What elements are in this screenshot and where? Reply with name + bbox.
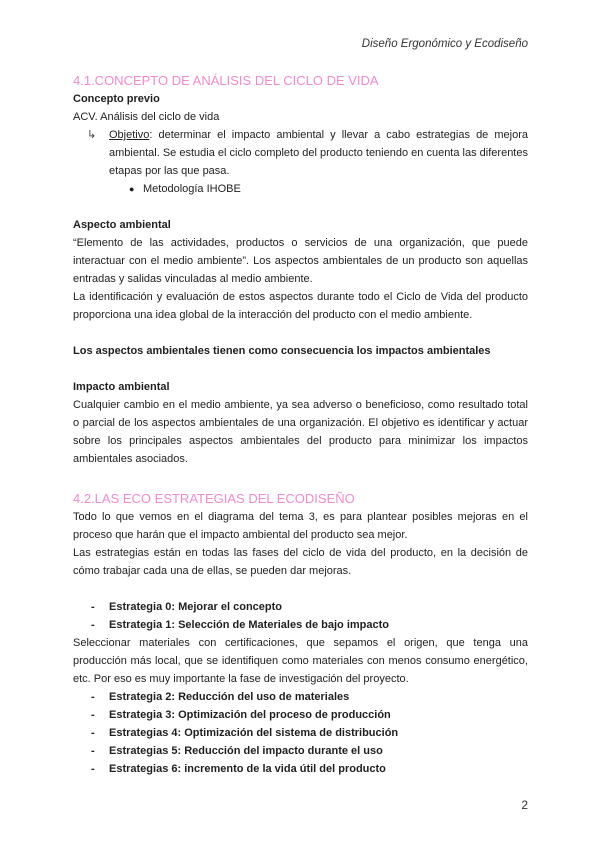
strategy-label: Estrategia 3: Optimización del proceso de producción xyxy=(109,709,391,721)
strategy-label: Estrategias 4: Optimización del sistema de distribución xyxy=(109,727,399,739)
bullet-icon: ● xyxy=(129,184,135,194)
aspecto-paragraph-1: “Elemento de las actividades, productos o servicios de una organización, que puede interactuar con el medio ambiente”. Los aspectos ambientales de un producto son aquellas entradas y salidas vinculadas al medio ambiente. xyxy=(73,237,528,285)
dash-icon: - xyxy=(91,619,95,631)
subheading-impacto-ambiental: Impacto ambiental xyxy=(73,381,170,393)
strategy-label: Estrategia 0: Mejorar el concepto xyxy=(109,601,282,613)
page-number: 2 xyxy=(521,798,528,812)
page-content xyxy=(73,72,528,778)
strategy-label: Estrategias 5: Reducción del impacto durante el uso xyxy=(109,745,383,757)
strategy-item xyxy=(73,616,528,634)
strategy-label: Estrategia 2: Reducción del uso de materiales xyxy=(109,691,350,703)
strategy-label: Estrategias 6: incremento de la vida útil del producto xyxy=(109,763,386,775)
aspecto-paragraph-2: La identificación y evaluación de estos aspectos durante todo el Ciclo de Vida del producto proporciona una idea global de la interacción del producto con el medio ambiente. xyxy=(73,291,528,321)
arrow-icon: ↳ xyxy=(87,129,97,141)
dash-icon: - xyxy=(91,601,95,613)
impacto-paragraph: Cualquier cambio en el medio ambiente, ya sea adverso o beneficioso, como resultado total o parcial de los aspectos ambientales de una organización. El objetivo es identificar y actuar sobre los principales aspectos ambientales del producto para minimizar los impactos ambientales asociados. xyxy=(73,399,528,465)
objetivo-item xyxy=(73,126,528,180)
dash-icon: - xyxy=(91,745,95,757)
strategy-item xyxy=(73,742,528,760)
metodologia-item xyxy=(73,180,528,198)
section-heading-ciclo-de-vida: 4.1.CONCEPTO DE ANÁLISIS DEL CICLO DE VIDA xyxy=(73,73,379,88)
strategy-item xyxy=(73,688,528,706)
strategy-item xyxy=(73,760,528,778)
dash-icon: - xyxy=(91,691,95,703)
estrategias-paragraph-2: Las estrategias están en todas las fases del ciclo de vida del producto, en la decisión de cómo trabajar cada una de ellas, se pueden dar mejoras. xyxy=(73,547,528,577)
dash-icon: - xyxy=(91,709,95,721)
consecuencia-statement: Los aspectos ambientales tienen como consecuencia los impactos ambientales xyxy=(73,345,491,357)
metodologia-text: Metodología IHOBE xyxy=(143,183,241,195)
subheading-aspecto-ambiental: Aspecto ambiental xyxy=(73,219,171,231)
running-header: Diseño Ergonómico y Ecodiseño xyxy=(361,38,528,50)
strategy-item xyxy=(73,724,528,742)
materiales-paragraph: Seleccionar materiales con certificaciones, que sepamos el origen, que tenga una producción más local, que se identifiquen como materiales con menos consumo energético, etc. Por eso es muy importante la fase de investigación del proyecto. xyxy=(73,637,528,685)
dash-icon: - xyxy=(91,763,95,775)
strategy-item xyxy=(73,598,528,616)
objetivo-label: Objetivo xyxy=(109,129,150,141)
section-heading-eco-estrategias: 4.2.LAS ECO ESTRATEGIAS DEL ECODISEÑO xyxy=(73,491,355,506)
strategy-label: Estrategia 1: Selección de Materiales de bajo impacto xyxy=(109,619,389,631)
acv-line: ACV. Análisis del ciclo de vida xyxy=(73,111,220,123)
dash-icon: - xyxy=(91,727,95,739)
subheading-concepto-previo: Concepto previo xyxy=(73,93,160,105)
objetivo-text: : determinar el impacto ambiental y llevar a cabo estrategias de mejora ambiental. Se estudia el ciclo completo del producto teniendo en cuenta las diferentes etapas por las que pasa. xyxy=(109,129,528,177)
strategy-item xyxy=(73,706,528,724)
estrategias-paragraph-1: Todo lo que vemos en el diagrama del tema 3, es para plantear posibles mejoras en el proceso que harán que el impacto ambiental del producto sea mejor. xyxy=(73,511,528,541)
